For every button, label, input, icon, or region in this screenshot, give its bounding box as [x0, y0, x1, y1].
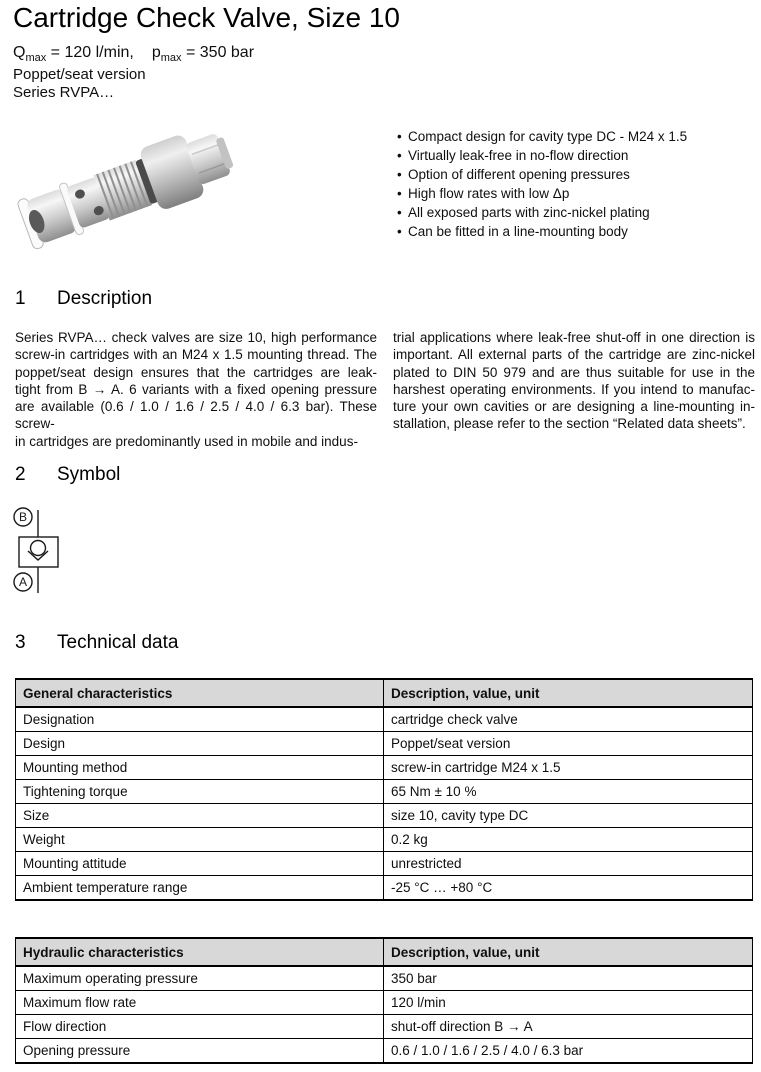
- section-heading-description: [15, 288, 152, 310]
- qmax-value: = 120 l/min,: [46, 44, 134, 61]
- table-cell: Size: [16, 804, 384, 828]
- pmax-subscript: max: [160, 52, 182, 65]
- table-cell: 65 Nm ± 10 %: [384, 780, 753, 804]
- port-b-label: B: [18, 510, 28, 524]
- section-heading-technical-data: [15, 632, 178, 654]
- check-valve-symbol: [11, 505, 81, 605]
- feature-item: • Option of different opening pressures: [397, 165, 759, 184]
- paragraph-line: are available (0.6 / 1.0 / 1.6 / 2.5 / 4.0 / 6.3 bar). These screw-: [15, 399, 377, 432]
- feature-item: • High flow rates with low Δp: [397, 184, 759, 203]
- paragraph-line: harshest operating environments. If you intend to manufac-: [393, 381, 755, 397]
- qmax-subscript: max: [25, 52, 47, 65]
- paragraph-line: screw-in cartridges with an M24 x 1.5 mounting thread. The: [15, 347, 377, 363]
- table-cell: 350 bar: [384, 966, 753, 991]
- table-row: [16, 1015, 753, 1039]
- table-row: [16, 780, 753, 804]
- valve-product-image: [6, 116, 256, 271]
- table-cell: Designation: [16, 707, 384, 732]
- table-cell: cartridge check valve: [384, 707, 753, 732]
- table-cell: Maximum operating pressure: [16, 966, 384, 991]
- table-header-cell: Description, value, unit: [384, 938, 753, 966]
- feature-item: • All exposed parts with zinc-nickel plating: [397, 203, 759, 222]
- pmax-symbol: p: [151, 44, 161, 61]
- table-row: [16, 707, 753, 732]
- table-row: [16, 852, 753, 876]
- feature-item: • Virtually leak-free in no-flow direction: [397, 146, 759, 165]
- paragraph-line: in cartridges are predominantly used in mobile and indus-: [15, 433, 358, 449]
- feature-list: [397, 127, 759, 242]
- table-header-cell: General characteristics: [16, 679, 384, 707]
- paragraph-line: tight from B → A. 6 variants with a fixed opening pressure: [15, 381, 377, 397]
- description-column-right: [393, 329, 755, 450]
- pmax-value: = 350 bar: [181, 44, 255, 61]
- table-row: [16, 966, 753, 991]
- section-number: 2: [15, 464, 26, 485]
- paragraph-line: Series RVPA… check valves are size 10, high performance: [15, 330, 377, 345]
- table-header-cell: Hydraulic characteristics: [16, 938, 384, 966]
- section-heading-symbol: [15, 464, 120, 486]
- table-cell: Poppet/seat version: [384, 732, 753, 756]
- qmax-symbol: Q: [13, 44, 26, 61]
- section-title: Technical data: [57, 632, 179, 653]
- feature-item: • Can be fitted in a line-mounting body: [397, 222, 759, 241]
- table-cell: -25 °C … +80 °C: [384, 876, 753, 901]
- paragraph-line: poppet/seat design ensures that the cartridges are leak-: [15, 364, 377, 380]
- paragraph-line: trial applications where leak-free shut-off in one direction is: [393, 330, 755, 345]
- description-column-left: [15, 329, 377, 450]
- table-cell: 120 l/min: [384, 991, 753, 1015]
- table-cell: unrestricted: [384, 852, 753, 876]
- paragraph-line: stallation, please refer to the section “Related data sheets”.: [393, 416, 746, 432]
- page-title: Cartridge Check Valve, Size 10: [13, 2, 400, 33]
- table-cell: screw-in cartridge M24 x 1.5: [384, 756, 753, 780]
- section-title: Symbol: [57, 464, 121, 485]
- paragraph-line: important. All external parts of the cartridge are zinc-nickel: [393, 347, 755, 363]
- table-row: [16, 876, 753, 901]
- table-row: [16, 732, 753, 756]
- paragraph-line: plated to DIN 50 979 and are thus suitable for use in the: [393, 364, 755, 380]
- table-cell: shut-off direction B → A: [384, 1015, 753, 1039]
- paragraph-line: ture your own cavities or are designing a line-mounting in-: [393, 399, 755, 415]
- table-cell: Mounting method: [16, 756, 384, 780]
- general-characteristics-table: [15, 678, 753, 901]
- table-cell: Weight: [16, 828, 384, 852]
- table-header-row: [16, 938, 753, 966]
- table-cell: 0.2 kg: [384, 828, 753, 852]
- symbol-poppet: [31, 541, 46, 556]
- table-header-row: [16, 679, 753, 707]
- table-cell: Opening pressure: [23, 1043, 131, 1058]
- table-cell: 0.6 / 1.0 / 1.6 / 2.5 / 4.0 / 6.3 bar: [384, 1039, 753, 1064]
- subtitle-series: Series RVPA…: [13, 84, 115, 101]
- table-row: [16, 991, 753, 1015]
- description-text: [15, 329, 756, 450]
- section-number: 1: [15, 288, 26, 309]
- section-number: 3: [15, 632, 26, 653]
- table-cell: Design: [16, 732, 384, 756]
- hydraulic-characteristics-table: [15, 937, 753, 1064]
- table-cell: Mounting attitude: [16, 852, 384, 876]
- table-cell: size 10, cavity type DC: [384, 804, 753, 828]
- symbol-box: [19, 537, 58, 567]
- section-title: Description: [57, 288, 153, 309]
- spec-line: [13, 44, 254, 64]
- table-header-cell: Description, value, unit: [384, 679, 753, 707]
- table-row: [16, 756, 753, 780]
- table-cell: Maximum flow rate: [16, 991, 384, 1015]
- port-a-label: A: [18, 575, 28, 589]
- subtitle-version: Poppet/seat version: [13, 66, 146, 83]
- table-row: [16, 828, 753, 852]
- feature-item: • Compact design for cavity type DC - M24 x 1.5: [397, 127, 759, 146]
- table-row: [16, 804, 753, 828]
- table-cell: Flow direction: [16, 1015, 384, 1039]
- table-cell: Ambient temperature range: [23, 880, 188, 895]
- table-cell: Tightening torque: [16, 780, 384, 804]
- table-row: [16, 1039, 753, 1064]
